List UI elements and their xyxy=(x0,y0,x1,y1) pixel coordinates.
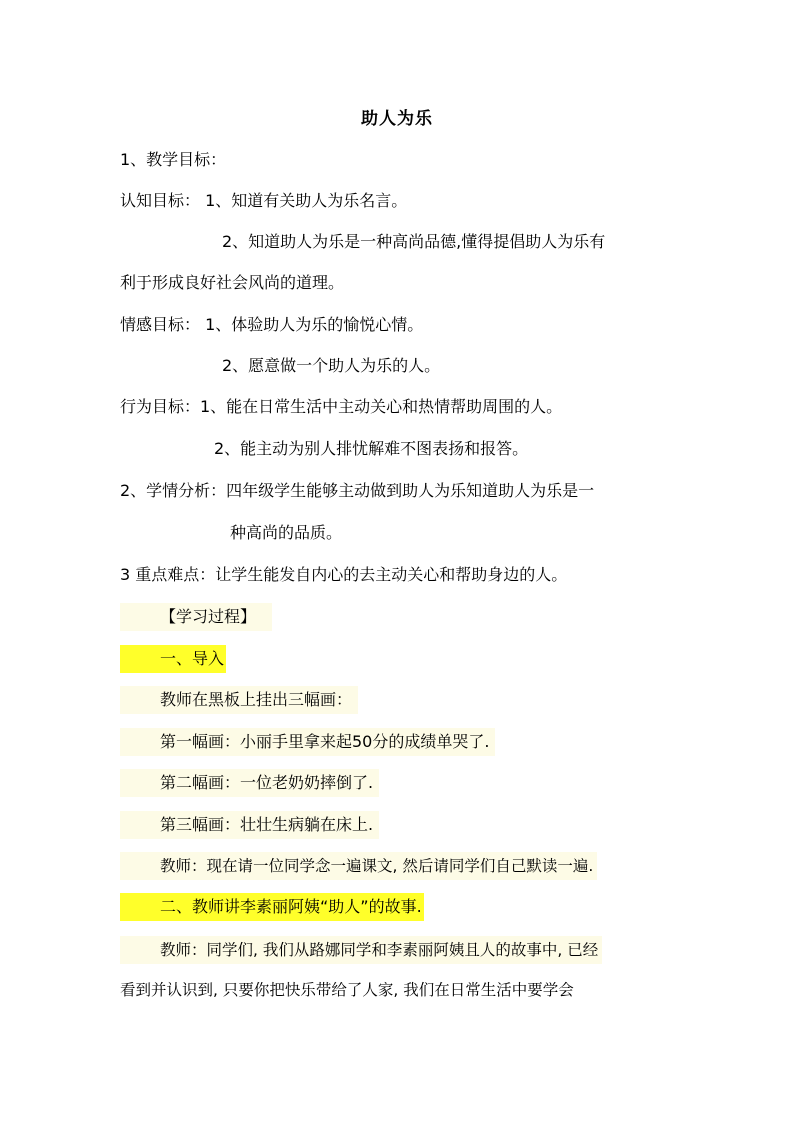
teacher-summary-cont: 看到并认识到, 只要你把快乐带给了人家, 我们在日常生活中要学会 xyxy=(120,981,574,999)
key-difficulties: 3 重点难点：让学生能发自内心的去主动关心和帮助身边的人。 xyxy=(120,565,568,584)
section-intro-heading: 一、导入 xyxy=(120,645,226,673)
teacher-hangs-pictures: 教师在黑板上挂出三幅画： xyxy=(120,686,358,714)
picture-3: 第三幅画：壮壮生病躺在床上. xyxy=(120,811,379,839)
cognitive-goal-2: 2、知道助人为乐是一种高尚品德,懂得提倡助人为乐有 xyxy=(222,232,606,251)
teacher-summary: 教师：同学们, 我们从路娜同学和李素丽阿姨且人的故事中, 已经 xyxy=(120,936,602,964)
behavior-goal-1: 行为目标：1、能在日常生活中主动关心和热情帮助周围的人。 xyxy=(120,397,563,416)
cognitive-goal-2-cont: 利于形成良好社会风尚的道理。 xyxy=(120,273,345,292)
document-title: 助人为乐 xyxy=(361,109,433,129)
behavior-goal-2: 2、能主动为别人排忧解难不图表扬和报答。 xyxy=(214,439,529,458)
emotional-goal-2: 2、愿意做一个助人为乐的人。 xyxy=(222,356,441,375)
section-teaching-goals: 1、教学目标： xyxy=(120,150,227,169)
learning-process-heading: 【学习过程】 xyxy=(120,603,272,631)
emotional-goal-1: 情感目标： 1、体验助人为乐的愉悦心情。 xyxy=(120,315,424,334)
picture-2: 第二幅画：一位老奶奶摔倒了. xyxy=(120,769,379,797)
student-analysis: 2、学情分析：四年级学生能够主动做到助人为乐知道助人为乐是一 xyxy=(120,481,595,500)
picture-1: 第一幅画：小丽手里拿来起50分的成绩单哭了. xyxy=(120,728,495,756)
section-story-heading: 二、教师讲李素丽阿姨“助人”的故事. xyxy=(120,893,424,921)
cognitive-goal-1: 认知目标： 1、知道有关助人为乐名言。 xyxy=(120,191,408,210)
teacher-reading-instruction: 教师：现在请一位同学念一遍课文, 然后请同学们自己默读一遍. xyxy=(120,852,597,880)
student-analysis-cont: 种高尚的品质。 xyxy=(230,523,343,542)
